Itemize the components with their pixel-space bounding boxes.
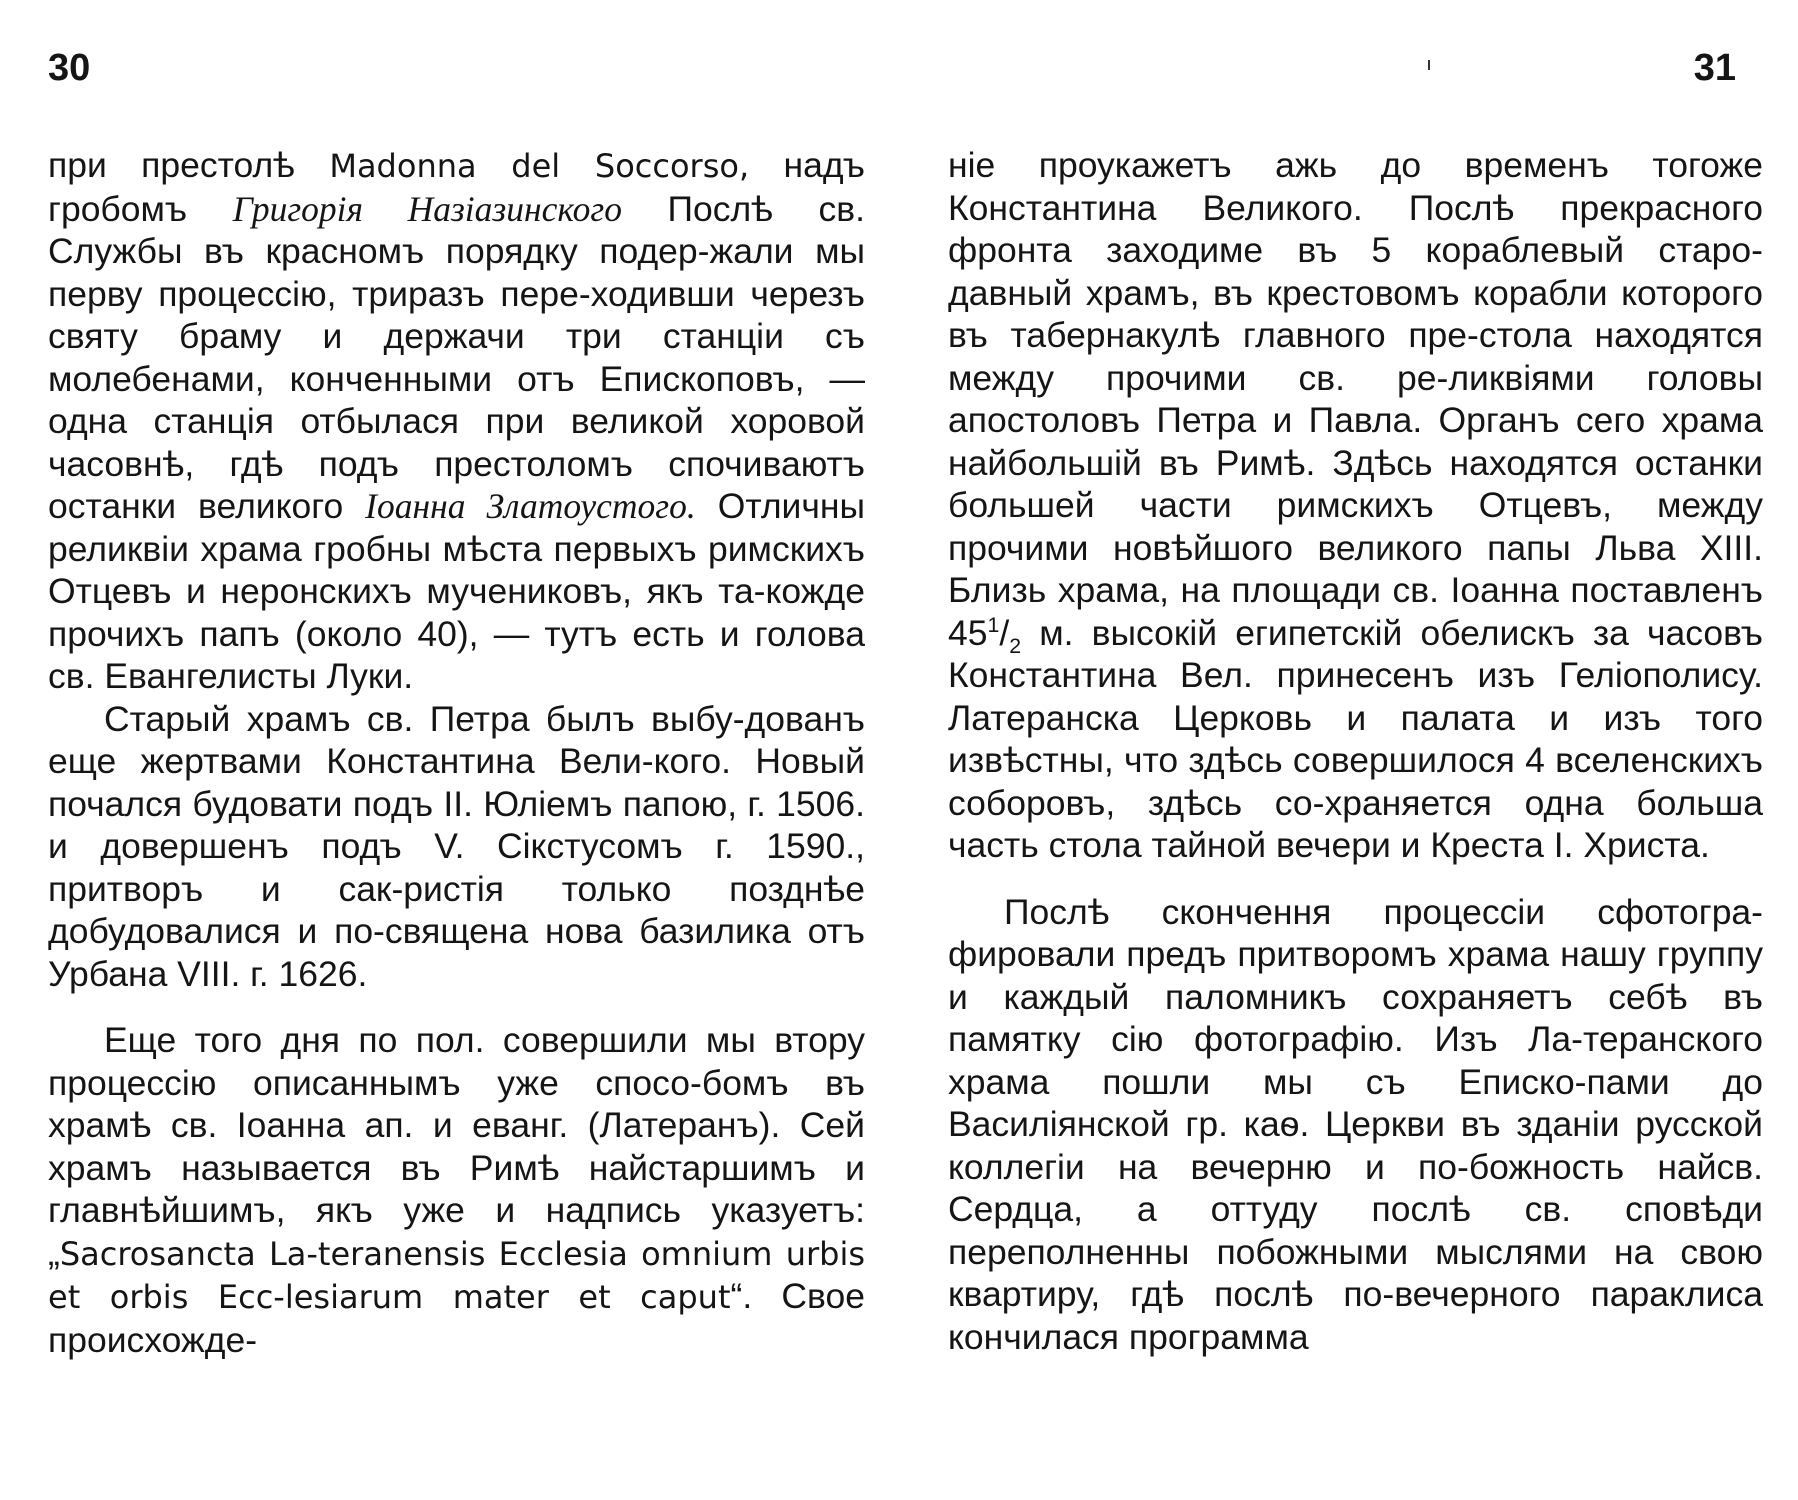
text-span: св. Службы въ красномъ порядку подер-жали мы перву процессію, триразъ пере-ходивши черезъ святу браму и держачи три станціи съ молебенами, конченными отъ Епископовъ, — одна станція отбылася при великой хоровой часовнѣ, гдѣ подъ престоломъ спочиваютъ останки великого (48, 188, 865, 526)
text-span: Отличны реликвіи храма гробны мѣста первыхъ римскихъ Отцевъ и неронскихъ мучениковъ, якъ та-кожде прочихъ папъ (около 40), — тутъ есть и голова св. Евангелисты Луки. (48, 486, 865, 696)
text-span: “. Свое происхожде- (48, 1276, 865, 1360)
text-span: Послѣ (622, 188, 773, 229)
paragraph-2: Послѣ скончення процессіи сфотогра-фировали предъ притворомъ храма нашу группу и каждый паломникъ сохраняетъ себѣ въ памятку сію фотографію. Изъ Ла-теранского храма пошли мы съ Еписко-пами до Василіянской гр. каѳ. Церкви въ зданіи русской коллегіи на вечерню и по-божность найсв. Сердца, а оттуду послѣ св. сповѣди переполненны побожными мыслями на свою квартиру, гдѣ послѣ по-вечерного параклиса кончилася программа (948, 891, 1763, 1357)
text-span: ніе проукажетъ ажь до временъ тогоже Константина Великого. Послѣ прекрасного фронта заходиме въ 5 кораблевый старо-давный храмъ, въ крестовомъ корабли которого въ табернакулѣ главного пре-стола находятся между прочими св. ре-ликвіями головы апостоловъ Петра и Павла. Органъ сего храма найбольшій въ Римѣ. Здѣсь находятся останки большей части римскихъ Отцевъ, между прочими новѣйшого великого папы Льва XIII. Близь храма, на площади св. Іоанна поставленъ 45 (948, 145, 1763, 653)
scan-speck (1428, 60, 1430, 70)
latin-inscription: Sacrosancta La-teranensis Ecclesia omnium urbis et orbis Ecc-lesiarum mater et caput (48, 1234, 865, 1316)
text-span: надъ (749, 145, 865, 185)
left-text-column (48, 144, 865, 1361)
paragraph-1 (48, 144, 865, 698)
fraction-slash: / (999, 612, 1010, 653)
right-page (899, 0, 1798, 1500)
latin-phrase: Madonna del Soccorso, (329, 147, 750, 185)
page-number-left: 30 (48, 47, 91, 89)
italic-name: Григорія Назіазинского (232, 188, 622, 229)
paragraph-continued (948, 144, 1763, 867)
paragraph-2: Старый храмъ св. Петра былъ выбу-дованъ еще жертвами Константина Вели-кого. Новый почался будовати подъ II. Юліемъ папою, г. 1506. и довершенъ подъ V. Сікстусомъ г. 1590., притворъ и сак-ристія только позднѣе добудовалися и по-священа нова базилика отъ Урбана VIII. г. 1626. (48, 698, 865, 994)
right-text-column (948, 144, 1763, 1358)
italic-name: Іоанна Златоустого. (365, 486, 696, 526)
page-number-right: 31 (1693, 47, 1736, 89)
text-span: при престолѣ (48, 145, 330, 185)
text-span: Еще того дня по пол. совершили мы втору процессію описаннымъ уже спосо-бомъ въ храмѣ св. Іоанна ап. и еванг. (Латеранъ). Сей храмъ называется въ Римѣ найстаршимъ и главнѣйшимъ, якъ уже и надпись указуетъ: „ (48, 1020, 865, 1273)
text-span: гробомъ (48, 188, 233, 229)
fraction-numerator: 1 (987, 612, 1000, 637)
paragraph-3 (48, 1019, 865, 1361)
text-span: м. высокій египетскій обелискъ за часовъ Константина Вел. принесенъ изъ Геліополису. Латеранска Церковь и палата и изъ того извѣстны, что здѣсь совершилося 4 вселенскихъ соборовъ, здѣсь со-храняется одна большa часть стола тайной вечери и Креста І. Христа. (948, 612, 1763, 865)
fraction-denominator: 2 (1009, 633, 1022, 658)
